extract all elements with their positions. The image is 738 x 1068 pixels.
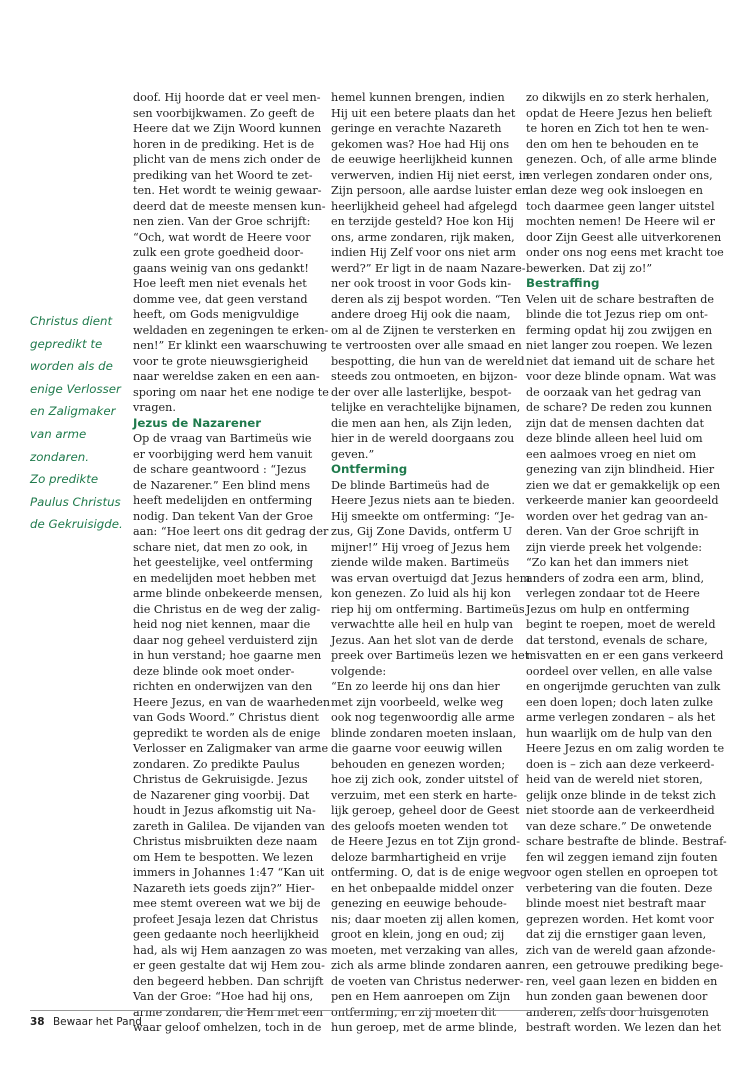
text-line: een doen lopen; doch laten zulke: [526, 695, 714, 709]
text-line: bestraft worden. We lezen dan het: [526, 1021, 722, 1034]
pull-quote-line: en Zaligmaker: [30, 404, 116, 419]
text-line: misvatten en er een gans verkeerd: [526, 649, 724, 662]
text-line: “Och, wat wordt de Heere voor: [133, 230, 311, 244]
text-line: ontferming. O, dat is de enige weg: [331, 866, 528, 879]
text-line: fen wil zeggen iemand zijn fouten: [526, 850, 718, 864]
text-line: schare bestrafte de blinde. Bestraf-: [526, 835, 727, 848]
text-line: de Nazarener.” Een blind mens: [133, 478, 311, 492]
text-line: ontferming, en zij moeten dit: [331, 1005, 497, 1019]
text-line: weldaden en zegeningen te erken-: [133, 323, 329, 337]
text-line: de oorzaak van het gedrag van: [526, 385, 702, 399]
text-line: genezing en eeuwige behoude-: [331, 897, 507, 910]
text-line: mochten nemen! De Heere wil er: [526, 215, 715, 228]
text-line: pen en Hem aanroepen om Zijn: [331, 990, 511, 1003]
text-line: behouden en genezen worden;: [331, 757, 506, 771]
text-column-2: [331, 90, 531, 1036]
text-line: om al de Zijnen te versterken en: [331, 323, 516, 337]
text-line: nis; daar moeten zij allen komen,: [331, 912, 520, 926]
text-line: Velen uit de schare bestraften de: [526, 292, 715, 306]
text-line: om Hem te bespotten. We lezen: [133, 850, 314, 864]
text-line: werd?” Er ligt in de naam Nazare-: [331, 261, 526, 275]
text-line: anders of zodra een arm, blind,: [526, 571, 705, 585]
text-line: het geestelijke, veel ontferming: [133, 556, 314, 569]
text-line: die Christus en de weg der zalig-: [133, 602, 321, 616]
text-line: er geen gestalte dat wij Hem zou-: [133, 959, 325, 972]
body-paragraph: [331, 90, 530, 462]
text-line: kon genezen. Zo luid als hij kon: [331, 587, 511, 600]
text-line: Hij smeekte om ontferming: “Je-: [331, 509, 515, 523]
text-line: hier in de wereld doorgaans zou: [331, 432, 515, 445]
text-line: deze blinde ook moet onder-: [133, 664, 295, 678]
text-line: dat zij die ernstiger gaan leven,: [526, 928, 707, 941]
text-line: deerd dat de meeste mensen kun-: [133, 199, 326, 213]
text-line: ren, veel gaan lezen en bidden en: [526, 974, 718, 988]
text-line: nen!” Er klinkt een waarschuwing: [133, 339, 328, 352]
text-line: de schare? De reden zou kunnen: [526, 401, 713, 414]
page-footer: [30, 1016, 142, 1028]
text-line: had, als wij Hem aanzagen zo was: [133, 943, 328, 957]
text-line: de Nazarener ging voorbij. Dat: [133, 788, 310, 802]
text-line: Hoe leeft men niet evenals het: [133, 277, 307, 290]
text-line: deze blinde alleen heel luid om: [526, 432, 703, 445]
pull-quote-line: de Gekruisigde.: [30, 517, 123, 532]
text-line: begint te roepen, moet de wereld: [526, 618, 716, 631]
text-line: van deze schare.” De onwetende: [526, 819, 712, 833]
text-line: houdt in Jezus afkomstig uit Na-: [133, 804, 316, 817]
text-line: door Zijn Geest alle uitverkorenen: [526, 230, 722, 244]
text-line: de schare geantwoord : “Jezus: [133, 463, 307, 476]
text-line: de eeuwige heerlijkheid kunnen: [331, 153, 513, 166]
pull-quote-line: Paulus Christus: [30, 494, 121, 509]
text-line: Van der Groe: “Hoe had hij ons,: [133, 990, 314, 1003]
text-line: mee stemt overeen wat we bij de: [133, 897, 321, 910]
text-line: opdat de Heere Jezus hen belieft: [526, 106, 712, 120]
text-line: zich als arme blinde zondaren aan: [331, 959, 526, 972]
text-line: moeten, met verzaking van alles,: [331, 943, 519, 957]
text-line: geven.”: [331, 447, 375, 461]
text-line: arme verlegen zondaren – als het: [526, 711, 716, 724]
text-line: zijn dat de mensen dachten dat: [526, 416, 704, 430]
text-line: deloze barmhartigheid en vrije: [331, 850, 507, 864]
text-line: met zijn voorbeeld, welke weg: [331, 695, 504, 709]
text-line: den begeerd hebben. Dan schrijft: [133, 974, 324, 988]
text-line: Heere Jezus, en van de waarheden: [133, 695, 331, 709]
text-line: die men aan hen, als Zijn leden,: [331, 416, 513, 430]
pull-quote-line: van arme: [30, 426, 87, 441]
text-line: domme vee, dat geen verstand: [133, 292, 308, 306]
text-line: verzuim, met een sterk en harte-: [331, 788, 518, 802]
text-line: zulk een grote goedheid door-: [133, 246, 304, 259]
text-line: sporing om naar het ene nodige te: [133, 385, 329, 399]
text-line: niet dat iemand uit de schare het: [526, 354, 715, 368]
text-line: ten. Het wordt te weinig gewaar-: [133, 184, 322, 197]
text-line: zus, Gij Zone Davids, ontferm U: [331, 525, 513, 538]
text-line: doof. Hij hoorde dat er veel men-: [133, 91, 321, 104]
text-line: Heere Jezus niets aan te bieden.: [331, 494, 515, 507]
text-line: nodig. Dan tekent Van der Groe: [133, 509, 313, 523]
text-line: zien we dat er gemakkelijk op een: [526, 478, 721, 492]
text-line: Op de vraag van Bartimeüs wie: [133, 432, 312, 445]
text-line: geringe en verachte Nazareth: [331, 122, 502, 135]
text-line: der over alle lasterlijke, bespot-: [331, 385, 512, 399]
text-line: dan deze weg ook insloegen en: [526, 184, 703, 197]
text-line: Heere dat we Zijn Woord kunnen: [133, 122, 322, 135]
text-line: toch daarmee geen langer uitstel: [526, 199, 715, 213]
footer-rule: [30, 1010, 706, 1011]
body-paragraph: [133, 90, 329, 416]
text-line: ren, een getrouwe prediking bege-: [526, 959, 724, 972]
text-line: heeft, om Gods menigvuldige: [133, 308, 300, 321]
section-heading: Bestraffing: [526, 276, 600, 290]
text-line: ner ook troost in voor Gods kin-: [331, 277, 512, 290]
text-line: zijn vierde preek het volgende:: [526, 540, 703, 554]
text-line: verwachtte alle heil en hulp van: [331, 618, 513, 631]
text-line: in hun verstand; hoe gaarne men: [133, 649, 322, 662]
page-number: 38: [30, 1016, 45, 1028]
text-line: blinde moest niet bestraft maar: [526, 897, 706, 910]
pull-quote-line: Zo predikte: [30, 472, 99, 487]
text-line: telijke en verachtelijke bijnamen,: [331, 401, 521, 414]
text-line: nen zien. Van der Groe schrijft:: [133, 215, 311, 228]
text-line: prediking van het Woord te zet-: [133, 168, 313, 182]
text-line: Heere Jezus en om zalig worden te: [526, 742, 725, 755]
text-line: worden over het gedrag van an-: [526, 509, 708, 523]
text-line: hun zonden gaan bewenen door: [526, 990, 708, 1003]
text-line: deren. Van der Groe schrijft in: [526, 525, 700, 538]
text-line: mijner!” Hij vroeg of Jezus hem: [331, 540, 511, 554]
text-line: gelijk onze blinde in de tekst zich: [526, 788, 716, 802]
text-line: hoe zij zich ook, zonder uitstel of: [331, 773, 519, 786]
text-line: was ervan overtuigd dat Jezus hem: [331, 571, 531, 585]
text-line: Jezus om hulp en ontferming: [526, 602, 690, 616]
text-line: Verlosser en Zaligmaker van arme: [133, 742, 329, 755]
body-paragraph: [526, 292, 727, 1036]
text-line: geprezen worden. Het komt voor: [526, 912, 714, 926]
section-heading: Jezus de Nazarener: [133, 415, 262, 430]
text-line: te horen en Zich tot hen te wen-: [526, 122, 709, 135]
text-line: voor deze blinde opnam. Wat was: [526, 370, 717, 383]
pull-quote-line: Christus dient: [30, 314, 113, 328]
text-line: Zijn persoon, alle aardse luister en: [331, 184, 529, 197]
text-line: hemel kunnen brengen, indien: [331, 91, 505, 104]
section-heading: Ontferming: [331, 462, 408, 476]
text-line: Christus de Gekruisigde. Jezus: [133, 773, 308, 786]
text-line: De blinde Bartimeüs had de: [331, 478, 490, 492]
text-line: en terzijde gesteld? Hoe kon Hij: [331, 215, 514, 228]
text-line: genezing van zijn blindheid. Hier: [526, 463, 715, 476]
text-line: des geloofs moeten wenden tot: [331, 819, 508, 833]
text-line: dat terstond, evenals de schare,: [526, 633, 708, 647]
text-line: ziende wilde maken. Bartimeüs: [331, 556, 510, 569]
text-line: arme zondaren, die Hem met een: [133, 1005, 323, 1019]
text-line: horen in de prediking. Het is de: [133, 137, 315, 151]
text-line: blinde die tot Jezus riep om ont-: [526, 308, 708, 321]
text-line: aan: “Hoe leert ons dit gedrag der: [133, 525, 329, 538]
text-line: oordeel over vellen, en alle valse: [526, 664, 713, 678]
pull-quote-line: enige Verlosser: [30, 381, 121, 396]
text-line: doen is – zich aan deze verkeerd-: [526, 757, 715, 771]
text-line: een aalmoes vroeg en niet om: [526, 447, 697, 461]
text-line: deren als zij bespot worden. “Ten: [331, 292, 521, 306]
text-line: en ongerijmde geruchten van zulk: [526, 680, 721, 693]
text-line: heid nog niet kennen, maar die: [133, 618, 311, 631]
text-line: verlegen zondaar tot de Heere: [526, 587, 700, 600]
text-line: profeet Jesaja lezen dat Christus: [133, 912, 319, 926]
text-line: heeft medelijden en ontferming: [133, 494, 313, 507]
text-line: niet langer zou roepen. We lezen: [526, 339, 713, 352]
text-line: heid van de wereld niet storen,: [526, 773, 703, 786]
text-line: Nazareth iets goeds zijn?” Hier-: [133, 881, 315, 895]
text-line: Hij uit een betere plaats dan het: [331, 106, 516, 120]
body-paragraph: [331, 478, 531, 1036]
text-line: zondaren. Zo predikte Paulus: [133, 757, 300, 771]
text-line: richten en onderwijzen van den: [133, 680, 313, 693]
text-line: verbetering van die fouten. Deze: [526, 881, 713, 895]
text-line: te vertroosten over alle smaad en: [331, 339, 522, 352]
text-line: “En zo leerde hij ons dan hier: [331, 680, 500, 693]
text-line: blinde zondaren moeten inslaan,: [331, 726, 517, 740]
pull-quote-line: zondaren.: [30, 449, 89, 464]
text-line: steeds zou ontmoeten, en bijzon-: [331, 370, 518, 383]
text-line: ook nog tegenwoordig alle arme: [331, 711, 515, 724]
text-line: bewerken. Dat zij zo!”: [526, 261, 653, 275]
text-line: zareth in Galilea. De vijanden van: [133, 819, 326, 833]
text-line: volgende:: [331, 664, 387, 678]
text-line: immers in Johannes 1:47 “Kan uit: [133, 866, 325, 879]
text-line: sen voorbijkwamen. Zo geeft de: [133, 106, 315, 120]
text-line: arme blinde onbekeerde mensen,: [133, 587, 323, 600]
text-line: daar nog geheel verduisterd zijn: [133, 633, 318, 647]
text-line: Jezus. Aan het slot van de derde: [331, 633, 514, 647]
text-line: anderen, zelfs door huisgenoten: [526, 1005, 709, 1019]
text-line: van Gods Woord.” Christus dient: [133, 711, 319, 724]
text-line: riep hij om ontferming. Bartimeüs: [331, 602, 525, 616]
text-line: schare niet, dat men zo ook, in: [133, 540, 308, 554]
text-line: indien Hij Zelf voor ons niet arm: [331, 246, 516, 259]
text-line: genezen. Och, of alle arme blinde: [526, 153, 717, 166]
text-line: groot en klein, jong en oud; zij: [331, 928, 505, 941]
text-line: gekomen was? Hoe had Hij ons: [331, 137, 510, 151]
text-line: de voeten van Christus nederwer-: [331, 974, 524, 988]
text-line: verkeerde manier kan geoordeeld: [526, 494, 719, 507]
pull-quote-line: worden als de: [30, 359, 113, 374]
text-line: andere droeg Hij ook die naam,: [331, 308, 511, 321]
text-line: gaans weinig van ons gedankt!: [133, 261, 309, 275]
text-line: onder ons nog eens met kracht toe: [526, 246, 724, 259]
text-line: vragen.: [133, 401, 176, 414]
pull-quote-line: gepredikt te: [30, 336, 103, 351]
text-line: “Zo kan het dan immers niet: [526, 556, 689, 569]
text-line: geen gedaante noch heerlijkheid: [133, 928, 320, 941]
body-paragraph: [526, 90, 724, 276]
magazine-title: Bewaar het Pand: [52, 1016, 142, 1028]
pull-quote: [30, 310, 126, 536]
text-line: waar geloof omhelzen, toch in de: [133, 1021, 322, 1034]
text-line: en medelijden moet hebben met: [133, 571, 316, 585]
text-line: heerlijkheid geheel had afgelegd: [331, 199, 518, 213]
text-line: verwerven, indien Hij niet eerst, in: [331, 168, 530, 182]
text-column-1: [133, 90, 331, 1036]
text-line: naar wereldse zaken en een aan-: [133, 370, 320, 383]
text-line: ons, arme zondaren, rijk maken,: [331, 230, 515, 244]
text-line: er voorbijging werd hem vanuit: [133, 447, 313, 461]
text-line: de Heere Jezus en tot Zijn grond-: [331, 835, 521, 848]
text-line: lijk geroep, geheel door de Geest: [331, 804, 520, 817]
text-line: plicht van de mens zich onder de: [133, 153, 321, 166]
text-line: zo dikwijls en zo sterk herhalen,: [526, 91, 710, 104]
text-line: ferming opdat hij zou zwijgen en: [526, 323, 713, 337]
text-line: die gaarne voor eeuwig willen: [331, 742, 503, 755]
text-line: en het onbepaalde middel onzer: [331, 881, 514, 895]
text-line: hun geroep, met de arme blinde,: [331, 1021, 518, 1034]
text-line: gepredikt te worden als de enige: [133, 726, 321, 740]
text-line: den om hen te behouden en te: [526, 137, 699, 151]
text-line: voor te grote nieuwsgierigheid: [133, 354, 309, 368]
text-line: preek over Bartimeüs lezen we het: [331, 649, 530, 662]
text-line: Christus misbruikten deze naam: [133, 835, 318, 848]
text-column-3: [526, 90, 727, 1036]
text-line: en verlegen zondaren onder ons,: [526, 168, 713, 182]
body-paragraph: [133, 431, 331, 1036]
text-line: voor ogen stellen en oproepen tot: [526, 866, 718, 879]
text-line: niet stoorde aan de verkeerdheid: [526, 804, 715, 817]
text-line: zich van de wereld gaan afzonde-: [526, 943, 716, 957]
text-line: hun waarlijk om de hulp van den: [526, 726, 713, 740]
text-line: bespotting, die hun van de wereld: [331, 354, 525, 368]
